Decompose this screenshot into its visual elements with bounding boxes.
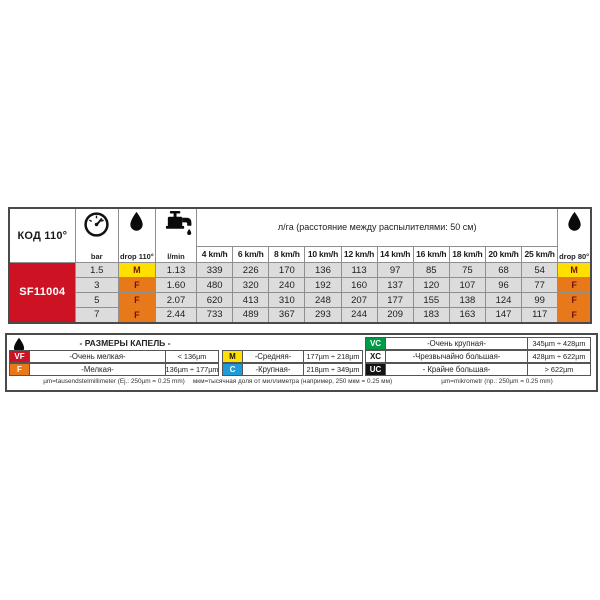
speed-header: 4 km/h <box>197 246 233 262</box>
droplet-class-name: -Мелкая- <box>29 364 166 375</box>
rate-cell: 120 <box>413 278 449 293</box>
rate-cell: 620 <box>197 293 233 308</box>
legend-row-vf <box>9 350 219 363</box>
rate-cell: 733 <box>197 308 233 323</box>
legend-footnote-pl: µm=mikrometr (np.: 250µm = 0.25 mm) <box>441 378 553 385</box>
rate-cell: 99 <box>522 293 558 308</box>
drop110-class-cell: F <box>118 278 155 293</box>
rate-cell: 137 <box>377 278 413 293</box>
drop110-class-cell: M <box>118 263 155 278</box>
rate-cell: 207 <box>341 293 377 308</box>
rate-cell: 77 <box>522 278 558 293</box>
droplet-size-range: 218µm ÷ 349µm <box>306 365 360 374</box>
lha-spacing-header: л/га (расстояние между распылителями: 50 см) <box>197 208 558 246</box>
droplet-class-name: -Средняя- <box>242 351 304 362</box>
rate-cell: 413 <box>233 293 269 308</box>
rate-cell: 124 <box>485 293 521 308</box>
speed-header: 12 km/h <box>341 246 377 262</box>
droplet-icon <box>566 211 583 238</box>
speed-header: 10 km/h <box>305 246 341 262</box>
flow-cell: 2.44 <box>155 308 196 323</box>
drop110-class-cell: F <box>118 308 155 323</box>
rate-cell: 183 <box>413 308 449 323</box>
legend-row-f <box>9 363 219 376</box>
pressure-gauge-icon <box>83 211 110 243</box>
droplet-class-badge: F <box>10 364 29 375</box>
rate-cell: 489 <box>233 308 269 323</box>
droplet-size-range: < 136µm <box>177 352 207 361</box>
rate-cell: 75 <box>449 263 485 278</box>
legend-row-m <box>222 350 363 363</box>
bar-unit-label: bar <box>90 252 103 261</box>
pressure-column-header <box>75 208 118 263</box>
droplet-class-name: -Очень крупная- <box>385 338 528 349</box>
rate-cell: 320 <box>233 278 269 293</box>
table-header-row-icons <box>9 208 591 246</box>
table-row <box>9 293 591 308</box>
rate-cell: 244 <box>341 308 377 323</box>
rate-cell: 117 <box>522 308 558 323</box>
rate-cell: 310 <box>269 293 305 308</box>
rate-cell: 160 <box>341 278 377 293</box>
droplet-class-badge: VC <box>366 338 385 349</box>
flow-cell: 2.07 <box>155 293 196 308</box>
drop80-class-cell: F <box>558 278 591 293</box>
droplet-class-badge: UC <box>366 364 385 375</box>
legend-row-uc <box>365 363 591 376</box>
droplet-class-name: -Крупная- <box>242 364 304 375</box>
rate-cell: 480 <box>197 278 233 293</box>
flow-cell: 1.13 <box>155 263 196 278</box>
rate-cell: 248 <box>305 293 341 308</box>
droplet-size-range: 136µm ÷ 177µm <box>165 365 219 374</box>
drop110-class-cell: F <box>118 293 155 308</box>
table-row <box>9 308 591 323</box>
rate-cell: 177 <box>377 293 413 308</box>
drop80-class-cell: M <box>558 263 591 278</box>
rate-cell: 339 <box>197 263 233 278</box>
rate-cell: 97 <box>377 263 413 278</box>
droplet-icon <box>128 211 145 238</box>
droplet-class-badge: XC <box>366 351 385 362</box>
nozzle-code-cell: SF11004 <box>9 263 75 323</box>
pressure-cell: 7 <box>75 308 118 323</box>
droplet-size-range: 177µm ÷ 218µm <box>306 352 360 361</box>
rate-cell: 192 <box>305 278 341 293</box>
legend-title: - РАЗМЕРЫ КАПЕЛЬ - <box>79 338 171 348</box>
droplet-size-range: > 622µm <box>544 365 574 374</box>
rate-cell: 209 <box>377 308 413 323</box>
legend-row-c <box>222 363 363 376</box>
rate-cell: 96 <box>485 278 521 293</box>
legend-footnote-ru: мкм=тысячная доля от миллиметра (например, 250 мкм = 0.25 мм) <box>192 378 393 385</box>
pressure-cell: 5 <box>75 293 118 308</box>
legend-row-xc <box>365 350 591 363</box>
rate-cell: 54 <box>522 263 558 278</box>
droplet-class-name: - Крайне большая- <box>385 364 528 375</box>
speed-header: 25 km/h <box>522 246 558 262</box>
rate-cell: 170 <box>269 263 305 278</box>
rate-cell: 147 <box>485 308 521 323</box>
nozzle-spec-table <box>8 207 592 324</box>
drop80-label: drop 80° <box>559 252 590 261</box>
speed-header: 18 km/h <box>449 246 485 262</box>
droplet-class-name: -Чрезвычайно большая- <box>385 351 528 362</box>
flow-column-header <box>155 208 196 263</box>
speed-header: 16 km/h <box>413 246 449 262</box>
drop80-column-header <box>558 208 591 263</box>
drop110-label: drop 110° <box>119 252 154 261</box>
rate-cell: 240 <box>269 278 305 293</box>
rate-cell: 226 <box>233 263 269 278</box>
droplet-class-badge: M <box>223 351 242 362</box>
rate-cell: 107 <box>449 278 485 293</box>
rate-cell: 113 <box>341 263 377 278</box>
rate-cell: 367 <box>269 308 305 323</box>
flow-unit-label: l/min <box>167 252 185 261</box>
rate-cell: 138 <box>449 293 485 308</box>
drop80-class-cell: F <box>558 308 591 323</box>
table-row <box>9 278 591 293</box>
faucet-icon <box>161 211 192 241</box>
droplet-class-badge: VF <box>10 351 29 362</box>
drop110-column-header <box>118 208 155 263</box>
rate-cell: 85 <box>413 263 449 278</box>
speed-header: 8 km/h <box>269 246 305 262</box>
legend-footnote-de: µm=tausendstelmillimeter (Ej.: 250µm = 0.25 mm) <box>43 378 185 385</box>
drop80-class-cell: F <box>558 293 591 308</box>
rate-cell: 136 <box>305 263 341 278</box>
speed-header: 20 km/h <box>485 246 521 262</box>
speed-header: 14 km/h <box>377 246 413 262</box>
rate-cell: 293 <box>305 308 341 323</box>
droplet-class-badge: C <box>223 364 242 375</box>
rate-cell: 163 <box>449 308 485 323</box>
pressure-cell: 3 <box>75 278 118 293</box>
rate-cell: 155 <box>413 293 449 308</box>
pressure-cell: 1.5 <box>75 263 118 278</box>
droplet-size-legend <box>5 333 598 392</box>
flow-cell: 1.60 <box>155 278 196 293</box>
droplet-size-range: 428µm ÷ 622µm <box>532 352 586 361</box>
droplet-size-range: 345µm ÷ 428µm <box>532 339 586 348</box>
table-row <box>9 263 591 278</box>
legend-row-vc <box>365 337 591 350</box>
code-header: КОД 110° <box>9 208 75 263</box>
rate-cell: 68 <box>485 263 521 278</box>
speed-header: 6 km/h <box>233 246 269 262</box>
droplet-class-name: -Очень мелкая- <box>29 351 166 362</box>
